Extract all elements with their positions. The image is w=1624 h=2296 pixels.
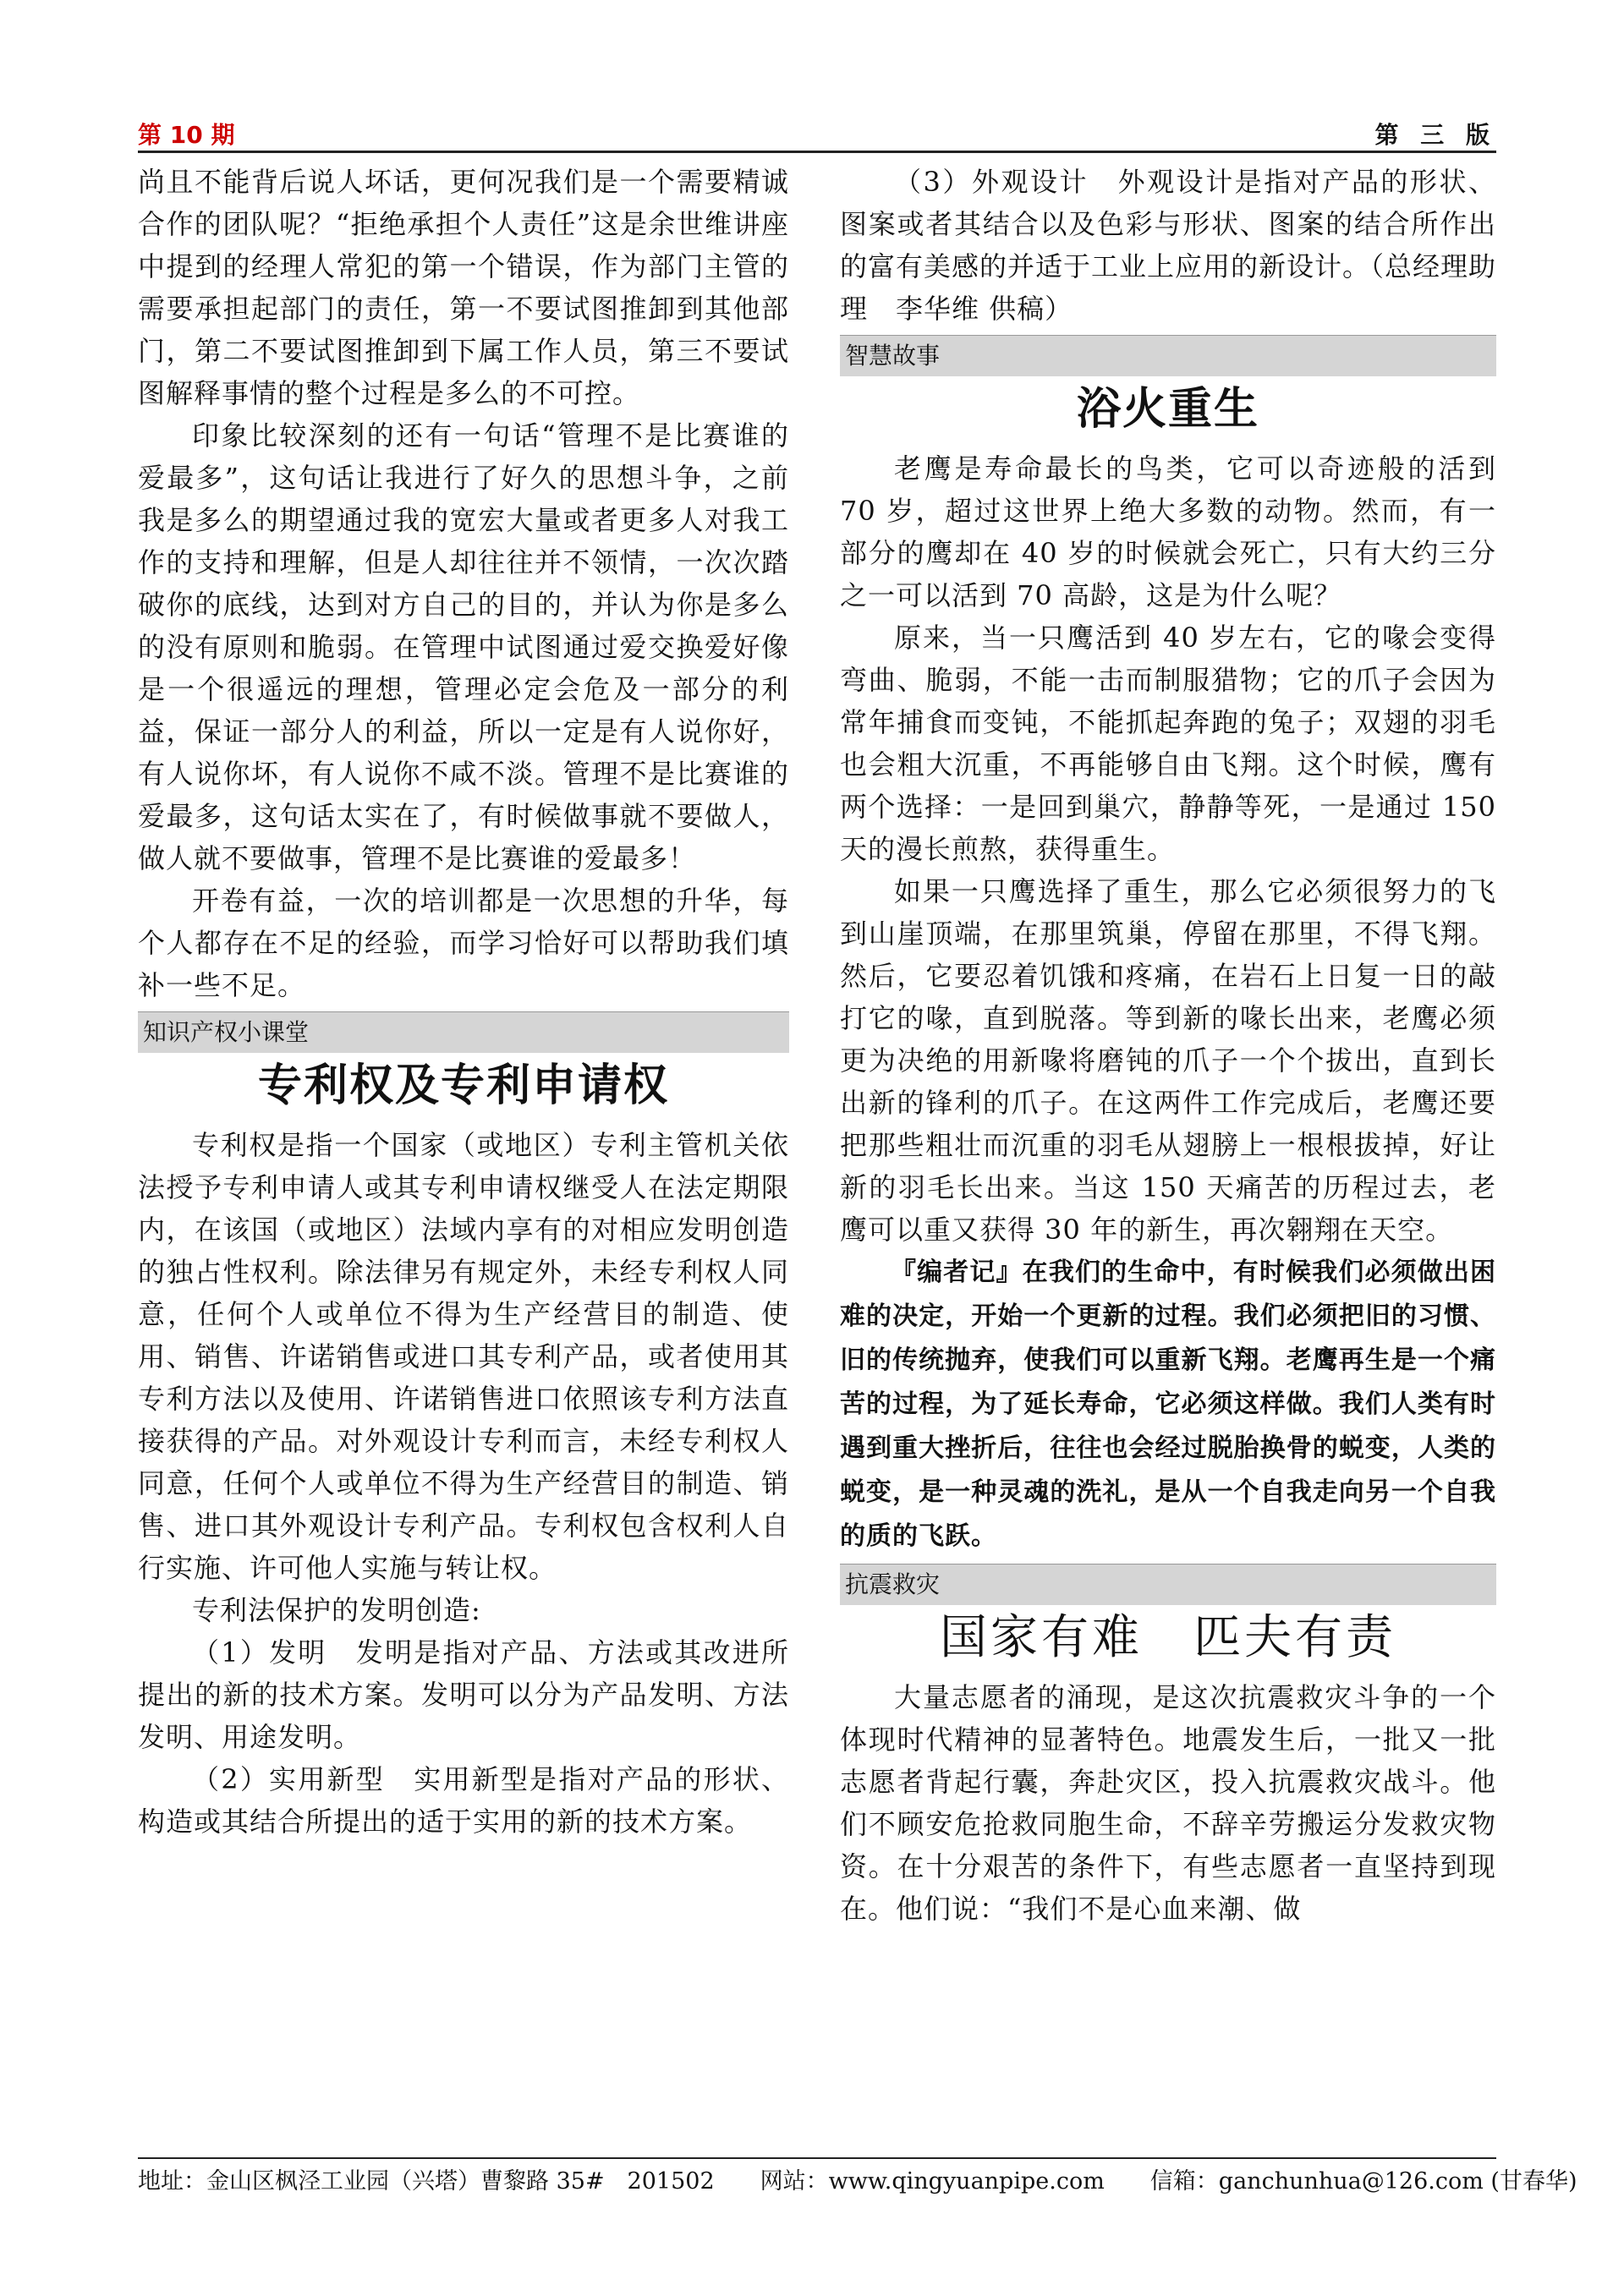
- editor-note: 『编者记』在我们的生命中，有时候我们必须做出困难的决定，开始一个更新的过程。我们必须把旧的习惯、旧的传统抛弃，使我们可以重新飞翔。老鹰再生是一个痛苦的过程，为了延长寿命，它必须这样做。我们人类有时遇到重大挫折后，往往也会经过脱胎换骨的蜕变，人类的蜕变，是一种灵魂的洗礼，是从一个自我走向另一个自我的质的飞跃。: [840, 1258, 1496, 1551]
- article-paragraph: 尚且不能背后说人坏话，更何况我们是一个需要精诚合作的团队呢？“拒绝承担个人责任”这是余世维讲座中提到的经理人常犯的第一个错误，作为部门主管的需要承担起部门的责任，第一不要试图推卸到其他部门，第二不要试图推卸到下属工作人员，第三不要试图解释事情的整个过程是多么的不可控。: [138, 166, 789, 409]
- footer-rule: [138, 2157, 1496, 2159]
- relief-paragraph: 大量志愿者的涌现，是这次抗震救灾斗争的一个体现时代精神的显著特色。地震发生后，一批又一批志愿者背起行囊，奔赴灾区，投入抗震救灾战斗。他们不顾安危抢救同胞生命，不辞辛劳搬运分发救灾物资。在十分艰苦的条件下，有些志愿者一直坚持到现在。他们说：“我们不是心血来潮、做: [840, 1681, 1496, 1925]
- footer-contact: 地址：金山区枫泾工业园（兴塔）曹黎路 35# 201502 网站：www.qingyuanpipe.com 信箱：ganchunhua@126.com (甘春华): [138, 2168, 1577, 2195]
- section-label-relief: 抗震救灾: [840, 1564, 1496, 1605]
- patent-paragraph: 专利权是指一个国家（或地区）专利主管机关依法授予专利申请人或其专利申请权继受人在法定期限内，在该国（或地区）法域内享有的对相应发明创造的独占性权利。除法律另有规定外，未经专利权人同意，任何个人或单位不得为生产经营目的制造、使用、销售、许诺销售或进口其专利产品，或者使用其专利方法以及使用、许诺销售进口依照该专利方法直接获得的产品。对外观设计专利而言，未经专利权人同意，任何个人或单位不得为生产经营目的制造、销售、进口其外观设计专利产品。专利权包含权利人自行实施、许可他人实施与转让权。: [138, 1129, 789, 1584]
- story-title: 浴火重生: [1076, 384, 1259, 435]
- story-paragraph: 如果一只鹰选择了重生，那么它必须很努力的飞到山崖顶端，在那里筑巢，停留在那里，不得飞翔。然后，它要忍着饥饿和疼痛，在岩石上日复一日的敲打它的喙，直到脱落。等到新的喙长出来，老鹰必须更为决绝的用新喙将磨钝的爪子一个个拔出，直到长出新的锋利的爪子。在这两件工作完成后，老鹰还要把那些粗壮而沉重的羽毛从翅膀上一根根拔掉，好让新的羽毛长出来。当这 150 天痛苦的历程过去，老鹰可以重又获得 30 年的新生，再次翱翔在天空。: [840, 875, 1496, 1246]
- relief-title: 国家有难 匹夫有责: [940, 1610, 1396, 1665]
- story-paragraph: 老鹰是寿命最长的鸟类，它可以奇迹般的活到 70 岁，超过这世界上绝大多数的动物。然而，有一部分的鹰却在 40 岁的时候就会死亡，只有大约三分之一可以活到 70 高龄，这是为什么呢？: [840, 452, 1496, 611]
- issue-number: 第 10 期: [138, 121, 235, 149]
- article-paragraph: 开卷有益，一次的培训都是一次思想的升华，每个人都存在不足的经验，而学习恰好可以帮助我们填补一些不足。: [138, 885, 789, 1001]
- patent-paragraph: （2）实用新型 实用新型是指对产品的形状、构造或其结合所提出的适于实用的新的技术方案。: [138, 1763, 789, 1838]
- section-label-story: 智慧故事: [840, 335, 1496, 376]
- left-column: [138, 161, 789, 1843]
- patent-paragraph-continued: （3）外观设计 外观设计是指对产品的形状、图案或者其结合以及色彩与形状、图案的结合所作出的富有美感的并适于工业上应用的新设计。（总经理助理 李华维 供稿）: [840, 166, 1497, 325]
- right-column: [840, 161, 1496, 1930]
- header-rule: [138, 151, 1496, 153]
- article-paragraph: 印象比较深刻的还有一句话“管理不是比赛谁的爱最多”，这句话让我进行了好久的思想斗争，之前我是多么的期望通过我的宽宏大量或者更多人对我工作的支持和理解，但是人却往往并不领情，一次次踏破你的底线，达到对方自己的目的，并认为你是多么的没有原则和脆弱。在管理中试图通过爱交换爱好像是一个很遥远的理想，管理必定会危及一部分的利益，保证一部分人的利益，所以一定是有人说你好，有人说你坏，有人说你不咸不淡。管理不是比赛谁的爱最多，这句话太实在了，有时候做事就不要做人，做人就不要做事，管理不是比赛谁的爱最多！: [138, 419, 789, 874]
- patent-paragraph: （1）发明 发明是指对产品、方法或其改进所提出的新的技术方案。发明可以分为产品发明、方法发明、用途发明。: [138, 1636, 789, 1753]
- patent-paragraph: 专利法保护的发明创造:: [192, 1594, 481, 1626]
- edition-label: 第 三 版: [1374, 121, 1496, 149]
- patent-article-title: 专利权及专利申请权: [257, 1060, 669, 1111]
- page-header: [138, 113, 1496, 149]
- section-label-ip: 知识产权小课堂: [138, 1011, 789, 1053]
- story-paragraph: 原来，当一只鹰活到 40 岁左右，它的喙会变得弯曲、脆弱，不能一击而制服猎物；它的爪子会因为常年捕食而变钝，不能抓起奔跑的兔子；双翅的羽毛也会粗大沉重，不再能够自由飞翔。这个时候，鹰有两个选择：一是回到巢穴，静静等死，一是通过 150 天的漫长煎熬，获得重生。: [840, 622, 1496, 865]
